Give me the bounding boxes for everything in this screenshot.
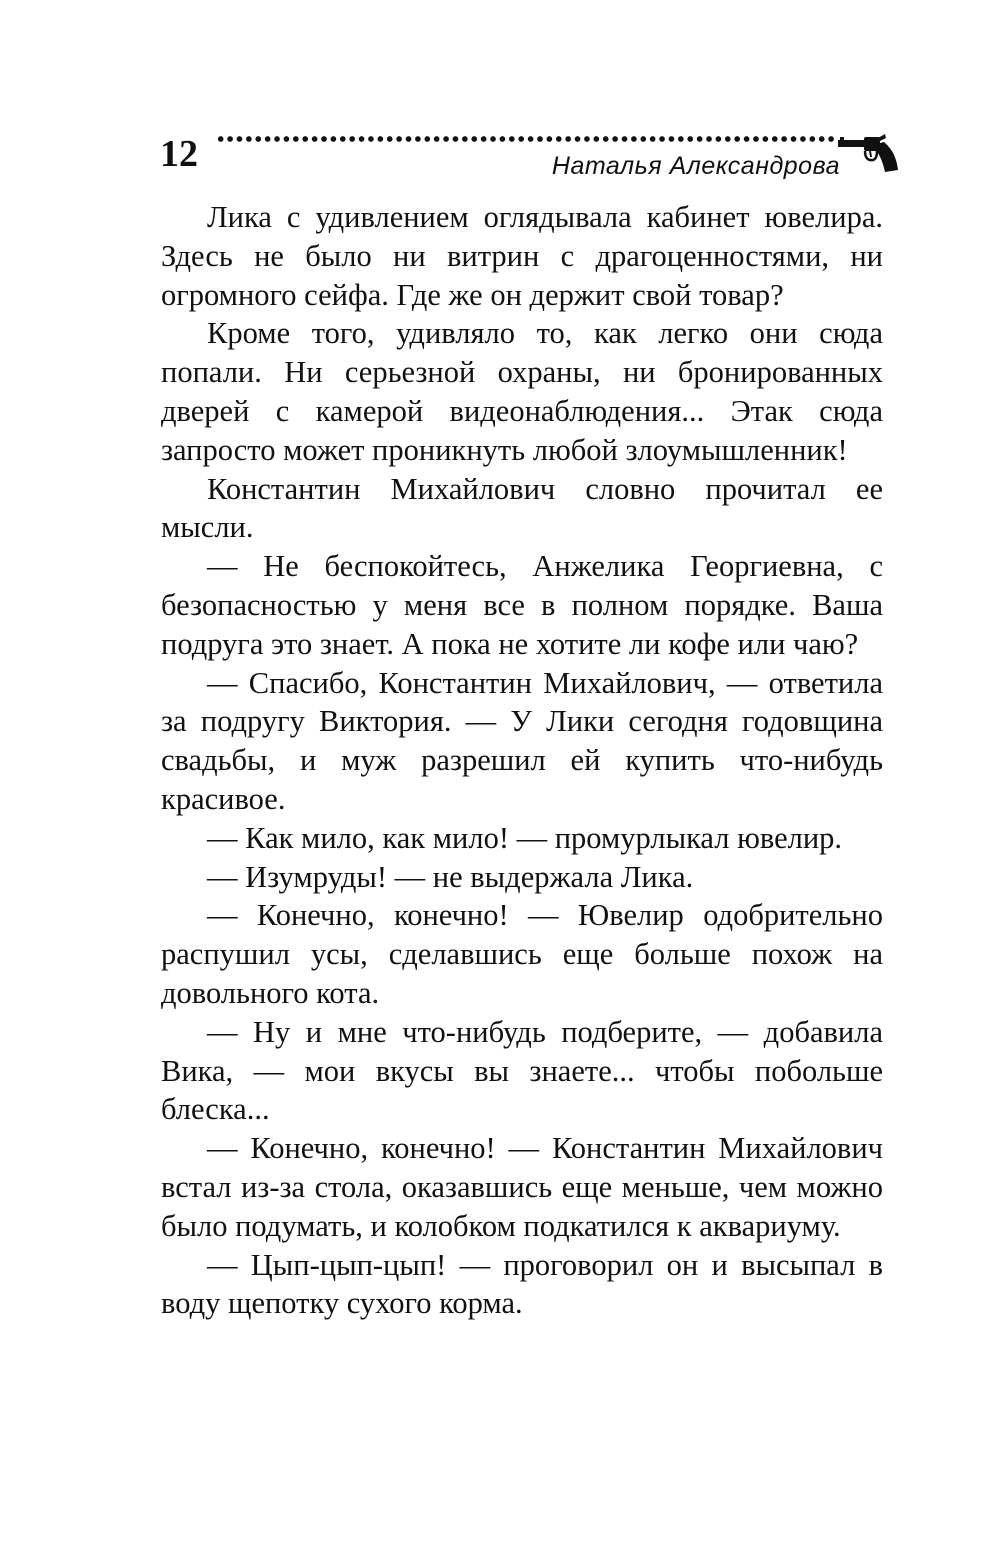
paragraph: — Как мило, как мило! — промурлыкал ювелир. — [207, 820, 843, 855]
paragraph: — Спасибо, Константин Михайлович, — ответила за подругу Виктория. — У Лики сегодня годовщина свадьбы, и муж разрешил ей купить что-нибудь красивое. — [161, 665, 883, 816]
paragraph: — Цып-цып-цып! — проговорил он и высыпал в воду щепотку сухого корма. — [161, 1247, 883, 1321]
paragraph: — Изумруды! — не выдержала Лика. — [207, 859, 694, 894]
page-number: 12 — [160, 133, 198, 175]
author-name: Наталья Александрова — [551, 152, 840, 180]
paragraph: — Конечно, конечно! — Ювелир одобрительно распушил усы, сделавшись еще больше похож на довольного кота. — [161, 898, 883, 1010]
paragraph: — Ну и мне что-нибудь подберите, — добавила Вика, — мои вкусы вы знаете... чтобы побольше блеска... — [161, 1014, 883, 1127]
paragraph: — Конечно, конечно! — Константин Михайлович встал из-за стола, оказавшись еще меньше, чем можно было подумать, и колобком подкатился к аквариуму. — [161, 1131, 883, 1243]
paragraph: Константин Михайлович словно прочитал ее мысли. — [161, 471, 883, 545]
running-header — [160, 128, 900, 188]
paragraph: Лика с удивлением оглядывала кабинет ювелира. Здесь не было ни витрин с драгоценностями, ни огромного сейфа. Где же он держит свой товар? — [161, 200, 883, 312]
page-body — [161, 198, 883, 1323]
dotted-leader — [216, 134, 836, 144]
paragraph: — Не беспокойтесь, Анжелика Георгиевна, с безопасностью у меня все в полном порядке. Ваша подруга это знает. А пока не хотите ли кофе или чаю? — [161, 549, 883, 661]
revolver-icon — [838, 132, 900, 174]
paragraph: Кроме того, удивляло то, как легко они сюда попали. Ни серьезной охраны, ни бронированных дверей с камерой видеонаблюдения... Этак сюда запросто может проникнуть любой злоумышленник! — [161, 316, 883, 467]
